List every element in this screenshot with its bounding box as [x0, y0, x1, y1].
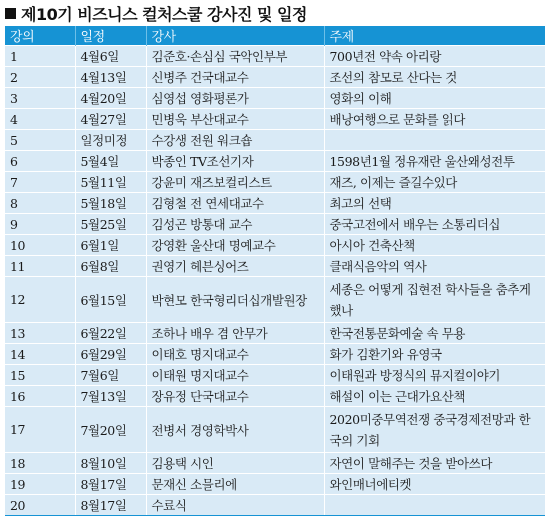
cell-no: 9	[5, 214, 75, 235]
cell-date: 4월6일	[75, 46, 146, 67]
cell-speaker: 장유정 단국대교수	[146, 386, 324, 407]
cell-no: 4	[5, 109, 75, 130]
table-row	[5, 109, 545, 130]
cell-no: 2	[5, 67, 75, 88]
cell-topic	[324, 130, 545, 151]
table-row	[5, 88, 545, 109]
cell-topic: 해설이 이는 근대가요산책	[324, 386, 545, 407]
cell-speaker: 강윤미 재즈보컬리스트	[146, 172, 324, 193]
cell-topic: 영화의 이해	[324, 88, 545, 109]
cell-topic: 아시아 건축산책	[324, 235, 545, 256]
table-body	[5, 46, 545, 516]
cell-speaker: 이태호 명지대교수	[146, 344, 324, 365]
cell-speaker: 수강생 전원 워크숍	[146, 130, 324, 151]
table-row	[5, 344, 545, 365]
cell-no: 11	[5, 256, 75, 277]
table-row	[5, 46, 545, 67]
cell-topic: 1598년1월 정유재란 울산왜성전투	[324, 151, 545, 172]
cell-date: 6월15일	[75, 277, 146, 323]
cell-no: 8	[5, 193, 75, 214]
cell-date: 4월27일	[75, 109, 146, 130]
cell-no: 19	[5, 474, 75, 495]
table-row	[5, 323, 545, 344]
table-row	[5, 172, 545, 193]
cell-date: 7월13일	[75, 386, 146, 407]
table-row	[5, 386, 545, 407]
cell-speaker: 김준호·손심심 국악인부부	[146, 46, 324, 67]
table-row	[5, 495, 545, 516]
page-title	[5, 2, 307, 24]
table-row	[5, 67, 545, 88]
cell-date: 6월22일	[75, 323, 146, 344]
table-row	[5, 277, 545, 323]
table-row	[5, 130, 545, 151]
cell-no: 10	[5, 235, 75, 256]
cell-no: 20	[5, 495, 75, 516]
table-row	[5, 151, 545, 172]
cell-speaker: 신병주 건국대교수	[146, 67, 324, 88]
cell-topic: 자연이 말해주는 것을 받아쓰다	[324, 453, 545, 474]
cell-speaker: 김용택 시인	[146, 453, 324, 474]
cell-topic: 최고의 선택	[324, 193, 545, 214]
page-title-text: 제10기 비즈니스 컬처스쿨 강사진 및 일정	[21, 4, 307, 24]
cell-no: 13	[5, 323, 75, 344]
cell-no: 15	[5, 365, 75, 386]
cell-topic: 2020미중무역전쟁 중국경제전망과 한국의 기회	[324, 407, 545, 453]
cell-speaker: 문재신 소믈리에	[146, 474, 324, 495]
cell-speaker: 전병서 경영학박사	[146, 407, 324, 453]
schedule-table	[5, 26, 545, 516]
cell-topic: 조선의 참모로 산다는 것	[324, 67, 545, 88]
cell-no: 1	[5, 46, 75, 67]
square-bullet-icon	[5, 8, 16, 19]
cell-topic: 재즈, 이제는 즐길수있다	[324, 172, 545, 193]
table-row	[5, 214, 545, 235]
column-header-topic: 주제	[324, 26, 545, 46]
cell-date: 6월29일	[75, 344, 146, 365]
table-row	[5, 453, 545, 474]
cell-no: 14	[5, 344, 75, 365]
cell-speaker: 강영환 울산대 명예교수	[146, 235, 324, 256]
cell-date: 7월6일	[75, 365, 146, 386]
cell-topic: 중국고전에서 배우는 소통리더십	[324, 214, 545, 235]
table-row	[5, 235, 545, 256]
cell-no: 5	[5, 130, 75, 151]
cell-speaker: 김성곤 방통대 교수	[146, 214, 324, 235]
cell-topic: 한국전통문화예술 속 무용	[324, 323, 545, 344]
cell-date: 6월8일	[75, 256, 146, 277]
cell-date: 5월4일	[75, 151, 146, 172]
cell-speaker: 민병욱 부산대교수	[146, 109, 324, 130]
table-header-row	[5, 26, 545, 46]
column-header-speaker: 강사	[146, 26, 324, 46]
column-header-lecture: 강의	[5, 26, 75, 46]
table-row	[5, 474, 545, 495]
cell-no: 6	[5, 151, 75, 172]
cell-date: 4월20일	[75, 88, 146, 109]
cell-date: 8월10일	[75, 453, 146, 474]
cell-date: 5월18일	[75, 193, 146, 214]
cell-topic: 클래식음악의 역사	[324, 256, 545, 277]
cell-topic: 화가 김환기와 유영국	[324, 344, 545, 365]
table-row	[5, 407, 545, 453]
cell-no: 12	[5, 277, 75, 323]
cell-speaker: 심영섭 영화평론가	[146, 88, 324, 109]
cell-speaker: 조하나 배우 겸 안무가	[146, 323, 324, 344]
table-row	[5, 365, 545, 386]
cell-topic	[324, 495, 545, 516]
cell-topic: 세종은 어떻게 집현전 학사들을 춤추게했나	[324, 277, 545, 323]
cell-date: 8월17일	[75, 495, 146, 516]
cell-topic: 700년전 약속 아리랑	[324, 46, 545, 67]
cell-speaker: 박종인 TV조선기자	[146, 151, 324, 172]
cell-topic: 배낭여행으로 문화를 읽다	[324, 109, 545, 130]
cell-no: 7	[5, 172, 75, 193]
cell-no: 17	[5, 407, 75, 453]
cell-date: 4월13일	[75, 67, 146, 88]
cell-date: 5월11일	[75, 172, 146, 193]
cell-date: 8월17일	[75, 474, 146, 495]
cell-speaker: 이태원 명지대교수	[146, 365, 324, 386]
cell-date: 6월1일	[75, 235, 146, 256]
cell-date: 7월20일	[75, 407, 146, 453]
cell-no: 16	[5, 386, 75, 407]
cell-date: 일정미정	[75, 130, 146, 151]
cell-date: 5월25일	[75, 214, 146, 235]
cell-speaker: 박현모 한국형리더십개발원장	[146, 277, 324, 323]
cell-topic: 와인매너에티켓	[324, 474, 545, 495]
table-row	[5, 256, 545, 277]
cell-speaker: 김형철 전 연세대교수	[146, 193, 324, 214]
cell-topic: 이태원과 방정식의 뮤지컬이야기	[324, 365, 545, 386]
table-row	[5, 193, 545, 214]
cell-no: 3	[5, 88, 75, 109]
cell-no: 18	[5, 453, 75, 474]
column-header-date: 일정	[75, 26, 146, 46]
cell-speaker: 권영기 헤븐싱어즈	[146, 256, 324, 277]
cell-speaker: 수료식	[146, 495, 324, 516]
